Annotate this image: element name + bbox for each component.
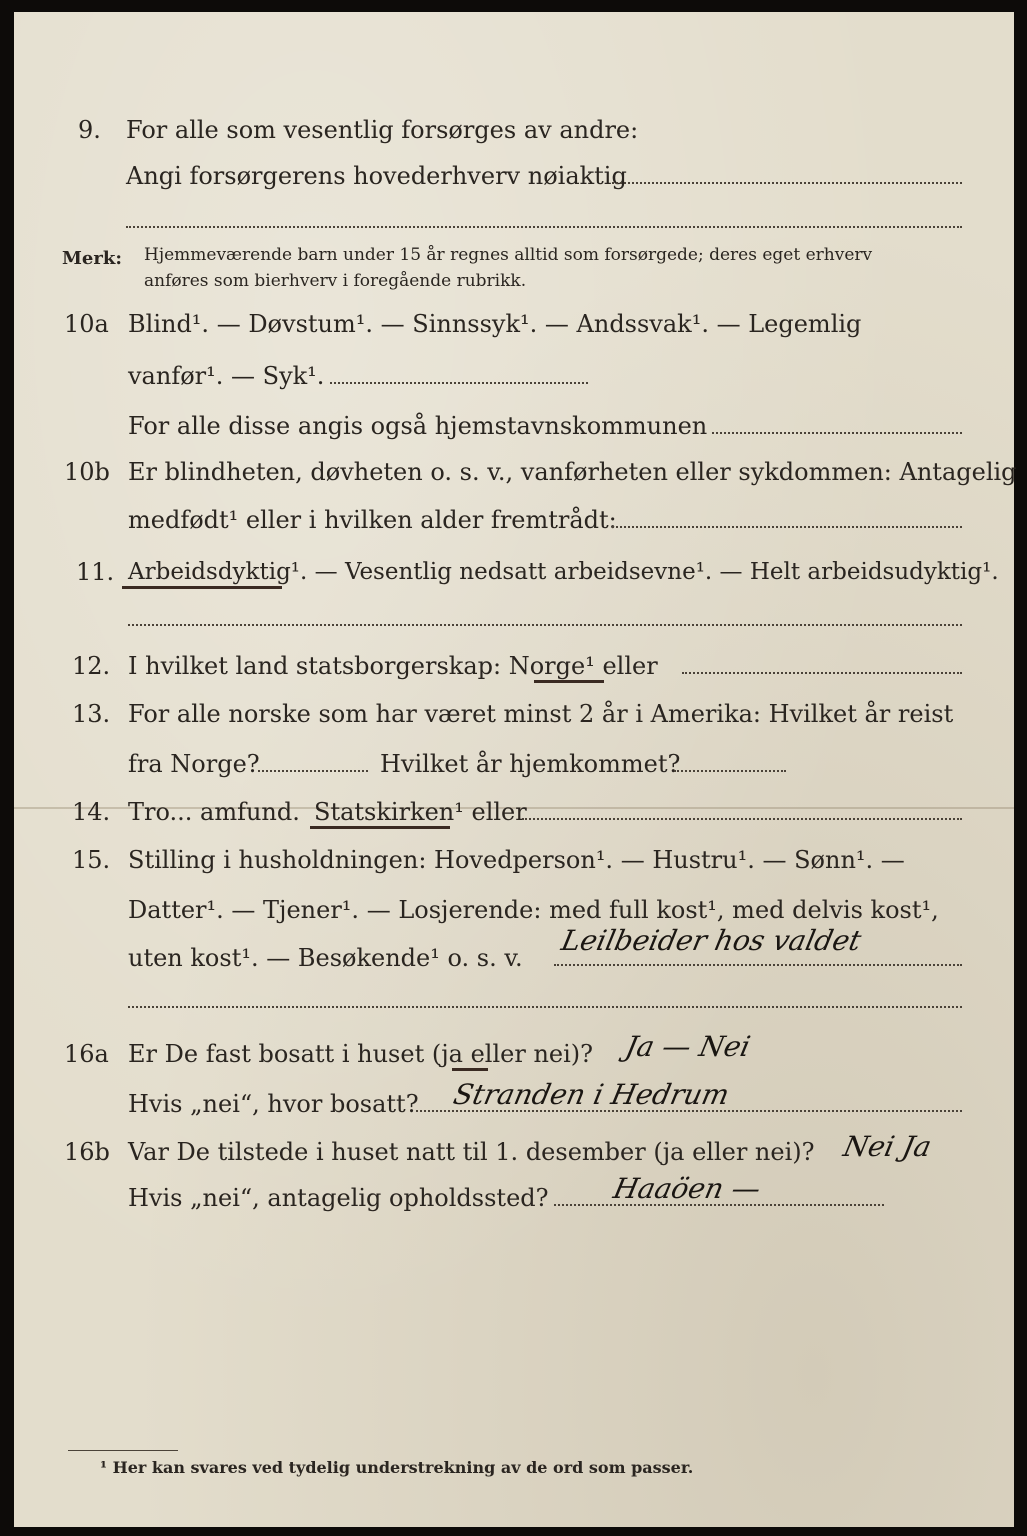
q11-number: 11. xyxy=(76,558,115,586)
q10b-line2: medfødt¹ eller i hvilken alder fremtrådt: xyxy=(128,506,617,534)
census-form-page xyxy=(14,12,1017,1527)
q14-line1: Tro... amfund. xyxy=(128,798,300,826)
q15-line2: Datter¹. — Tjener¹. — Losjerende: med full kost¹, med delvis kost¹, xyxy=(128,896,939,924)
q14-line1b: Statskirken¹ eller xyxy=(314,798,527,826)
q10a-hjemstavn-line xyxy=(712,432,962,434)
q16a-line2: Hvis „nei“, hvor bosatt? xyxy=(128,1090,419,1118)
q14-answer-line xyxy=(522,818,962,820)
q16b-line1: Var De tilstede i huset natt til 1. desember (ja eller nei)? xyxy=(128,1138,815,1166)
q14-ink-underline xyxy=(310,826,450,829)
q10a-number: 10a xyxy=(64,310,109,338)
footnote-rule xyxy=(68,1450,178,1451)
q13-hjemkommet-line xyxy=(674,770,786,772)
q10a-line1: Blind¹. — Døvstum¹. — Sinnssyk¹. — Andssvak¹. — Legemlig xyxy=(128,310,862,338)
q16b-handwritten-place: Haaöen — xyxy=(610,1172,764,1205)
q12-ink-underline xyxy=(534,680,604,683)
q9-line1: For alle som vesentlig forsørges av andre: xyxy=(126,116,639,144)
q15-number: 15. xyxy=(72,846,111,874)
q16a-handwritten-answer: Ja — Nei xyxy=(622,1030,754,1063)
q16a-line1: Er De fast bosatt i huset (ja eller nei)? xyxy=(128,1040,594,1068)
q9-line2: Angi forsørgerens hovederhverv nøiaktig xyxy=(126,162,627,190)
q16a-handwritten-place: Stranden i Hedrum xyxy=(450,1078,733,1111)
q16a-ink-underline xyxy=(452,1068,488,1071)
q9-answer-line xyxy=(612,182,962,184)
q10b-line1: Er blindheten, døvheten o. s. v., vanførheten eller sykdommen: Antagelig xyxy=(128,458,1017,486)
q15-handwritten-answer: Leilbeider hos valdet xyxy=(558,924,865,957)
q10b-number: 10b xyxy=(64,458,110,486)
footnote: ¹ Her kan svares ved tydelig understrekning av de ord som passer. xyxy=(100,1458,694,1477)
q13-line1: For alle norske som har været minst 2 år i Amerika: Hvilket år reist xyxy=(128,700,954,728)
q13-line2b: Hvilket år hjemkommet? xyxy=(380,750,681,778)
q13-line2a: fra Norge? xyxy=(128,750,260,778)
q16a-number: 16a xyxy=(64,1040,109,1068)
q10a-line3: For alle disse angis også hjemstavnskommunen xyxy=(128,412,708,440)
q12-number: 12. xyxy=(72,652,111,680)
q16b-number: 16b xyxy=(64,1138,110,1166)
merk-line2: anføres som bierhverv i foregående rubrikk. xyxy=(144,271,527,291)
q12-answer-line xyxy=(682,672,962,674)
q10a-line2: vanfør¹. — Syk¹. xyxy=(128,362,325,390)
q13-number: 13. xyxy=(72,700,111,728)
q12-line1: I hvilket land statsborgerskap: Norge¹ eller xyxy=(128,652,658,680)
q16b-line2: Hvis „nei“, antagelig opholdssted? xyxy=(128,1184,549,1212)
q16b-handwritten-answer: Nei Ja xyxy=(840,1130,935,1163)
q15-answer-line-2 xyxy=(128,1006,962,1008)
q14-number: 14. xyxy=(72,798,111,826)
q13-reist-line xyxy=(258,770,368,772)
q11-line1: Arbeidsdyktig¹. — Vesentlig nedsatt arbeidsevne¹. — Helt arbeidsudyktig¹. xyxy=(128,559,999,585)
q10a-answer-line xyxy=(330,382,588,384)
merk-line1: Hjemmeværende barn under 15 år regnes alltid som forsørgede; deres eget erhverv xyxy=(144,245,873,265)
q15-line1: Stilling i husholdningen: Hovedperson¹. — Hustru¹. — Sønn¹. — xyxy=(128,846,905,874)
q9-answer-line-2 xyxy=(126,226,962,228)
merk-label: Merk: xyxy=(62,248,122,269)
q9-number: 9. xyxy=(78,116,101,144)
q11-answer-line xyxy=(128,624,962,626)
q15-line3: uten kost¹. — Besøkende¹ o. s. v. xyxy=(128,944,523,972)
q11-ink-underline xyxy=(122,586,282,589)
q10b-answer-line xyxy=(612,526,962,528)
q15-answer-line xyxy=(554,964,962,966)
